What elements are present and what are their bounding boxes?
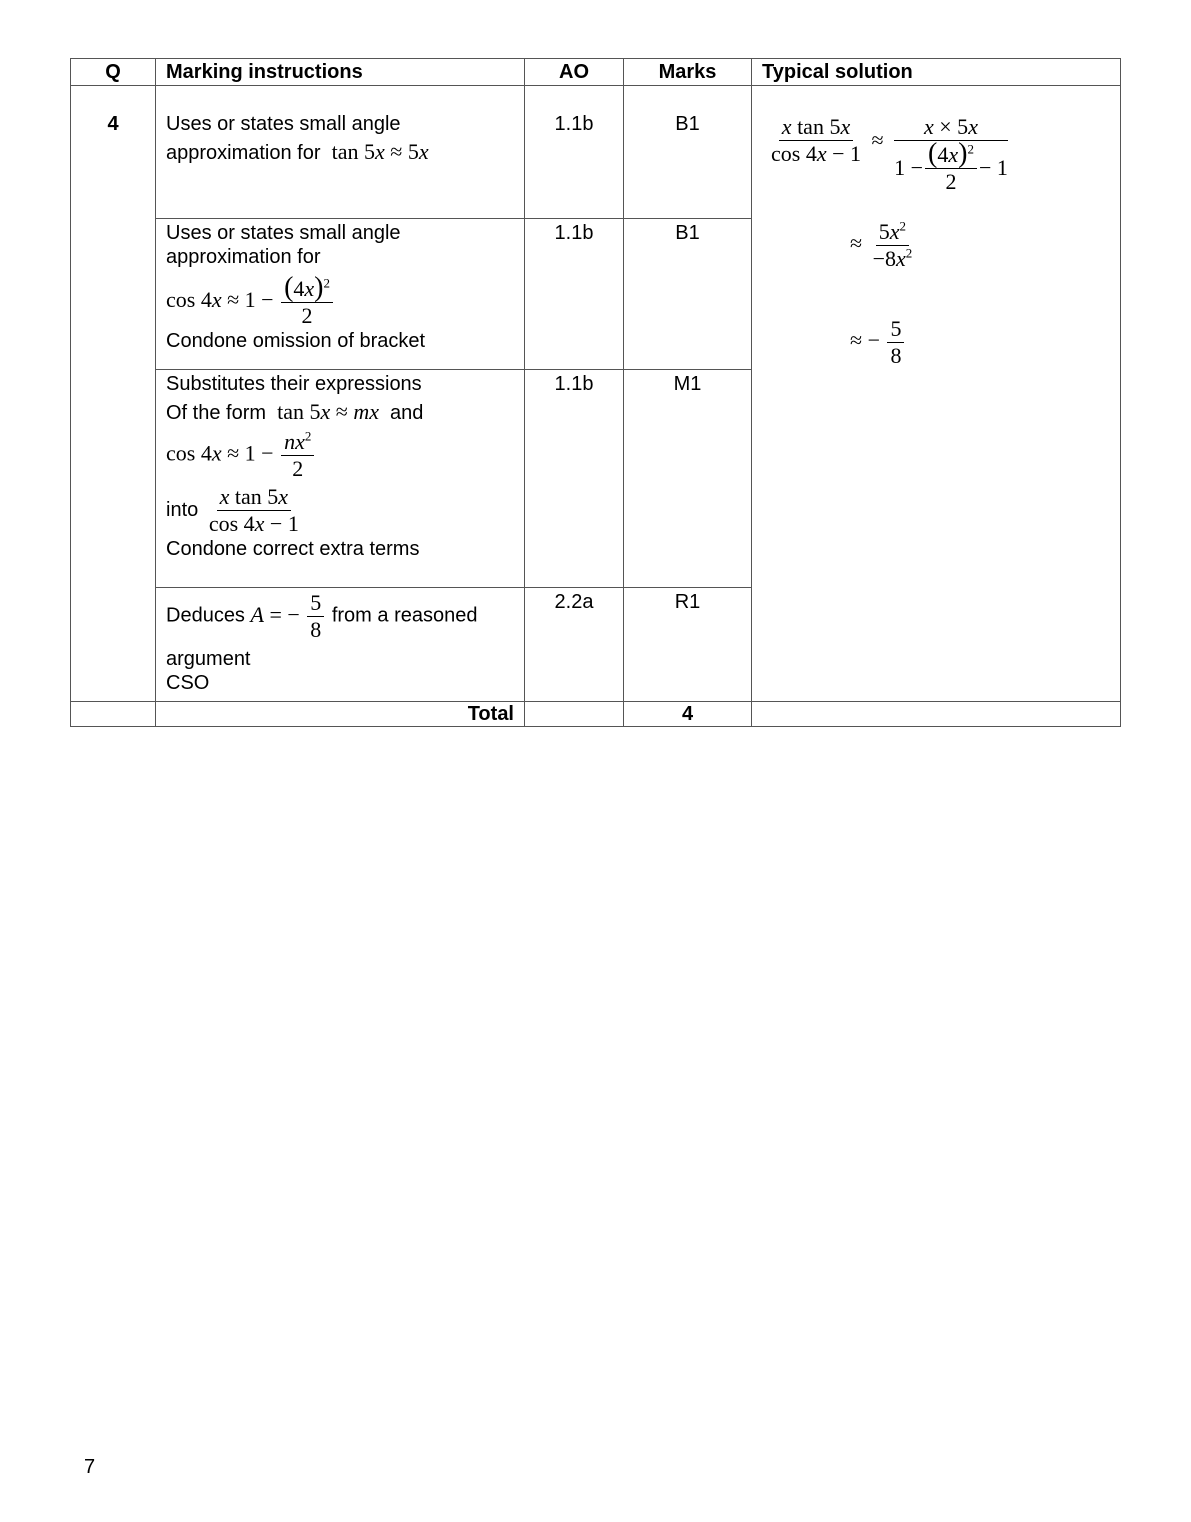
solution-step-3: ≈ − $\frac{5}{8}$ <box>850 316 906 369</box>
header-q: Q <box>71 59 156 86</box>
header-marks: Marks <box>624 59 752 86</box>
target-expression: $\frac{\text{x tan 5x}}{\cos 4x - 1}$ <box>208 484 299 536</box>
ao-cell: 1.1b <box>525 86 624 219</box>
tan-form-formula: tan 5x ≈ mx <box>271 399 379 424</box>
marking-instruction <box>156 86 525 219</box>
page-number: 7 <box>84 1456 96 1478</box>
instruction-line: Uses or states small angle <box>166 222 401 244</box>
header-marking-instructions: Marking instructions <box>156 59 525 86</box>
mark-scheme-table <box>70 58 1121 727</box>
cos-approx-formula: cos 4x ≈ 1 − $\frac{(4x)^2}{2}$ <box>166 275 514 329</box>
marking-instruction <box>156 370 525 588</box>
instruction-line: argument <box>166 648 251 670</box>
total-empty-cell <box>71 702 156 727</box>
marking-instruction <box>156 219 525 370</box>
question-number: 4 <box>71 86 156 702</box>
table-row <box>71 86 1121 219</box>
ao-cell: 1.1b <box>525 370 624 588</box>
tan-approx-formula: tan 5x ≈ 5x <box>326 139 429 164</box>
cos-form-formula: cos 4x ≈ 1 − $\frac{nx^2}{2}$ <box>166 429 514 482</box>
instruction-line: Of the form tan 5x ≈ mx and <box>166 399 424 424</box>
ao-cell: 1.1b <box>525 219 624 370</box>
instruction-line: Uses or states small angle <box>166 113 401 135</box>
solution-step-2: ≈ $\frac{5x^2}{-8x^2}$ <box>850 218 913 271</box>
header-row <box>71 59 1121 86</box>
header-typical-solution: Typical solution <box>752 59 1121 86</box>
header-ao: AO <box>525 59 624 86</box>
typical-solution <box>752 86 1121 702</box>
instruction-note: Condone correct extra terms <box>166 538 420 560</box>
instruction-line: approximation for tan 5x ≈ 5x <box>166 139 429 164</box>
answer-formula: A = − $\frac{5}{8}$ <box>251 602 327 627</box>
instruction-line: Substitutes their expressions <box>166 373 422 395</box>
mark-cell: B1 <box>624 86 752 219</box>
instruction-line: Deduces A = − $\frac{5}{8}$ from a reasoned <box>166 590 478 642</box>
total-marks: 4 <box>624 702 752 727</box>
total-row <box>71 702 1121 727</box>
instruction-line: into $\frac{\text{x tan 5x}}{\cos 4x - 1}$ <box>166 484 514 537</box>
instruction-note: Condone omission of bracket <box>166 330 426 352</box>
total-empty-cell <box>525 702 624 727</box>
ao-cell: 2.2a <box>525 588 624 702</box>
mark-cell: R1 <box>624 588 752 702</box>
mark-cell: B1 <box>624 219 752 370</box>
marking-instruction <box>156 588 525 702</box>
instruction-line: CSO <box>166 672 210 694</box>
mark-cell: M1 <box>624 370 752 588</box>
total-label: Total <box>156 702 525 727</box>
solution-step-1: $\frac{\text{x tan 5x}}{\cos 4x - 1}$ ≈ x × 5x 1 − $\frac{(4x)^2}{2}$ − 1 <box>771 114 1008 194</box>
total-empty-cell <box>752 702 1121 727</box>
instruction-line: approximation for <box>166 246 321 268</box>
